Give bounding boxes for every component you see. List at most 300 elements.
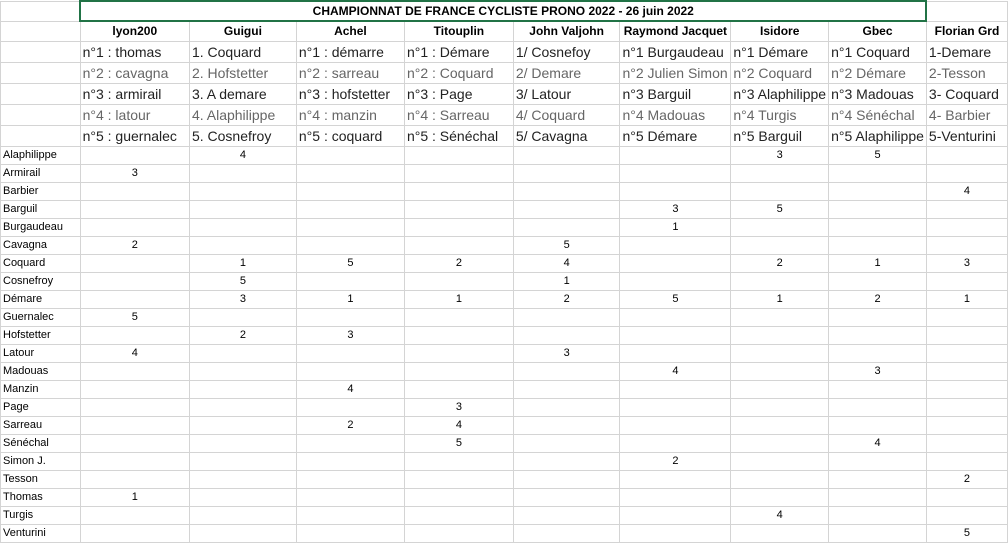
score-cell[interactable]: 5	[926, 524, 1007, 542]
sheet-title[interactable]: CHAMPIONNAT DE FRANCE CYCLISTE PRONO 2022 - 26 juin 2022	[80, 1, 926, 21]
prono-cell[interactable]: 2. Hofstetter	[189, 62, 296, 83]
prono-cell[interactable]: 4. Alaphilippe	[189, 104, 296, 125]
score-cell[interactable]	[620, 182, 731, 200]
score-cell[interactable]: 3	[80, 164, 189, 182]
rider-row	[1, 488, 1008, 506]
score-cell[interactable]	[620, 236, 731, 254]
score-cell[interactable]	[80, 524, 189, 542]
score-cell[interactable]	[926, 506, 1007, 524]
rider-name-cell[interactable]: Sarreau	[1, 416, 81, 434]
score-cell[interactable]	[731, 362, 829, 380]
score-cell[interactable]	[926, 218, 1007, 236]
score-cell[interactable]: 4	[513, 254, 620, 272]
rider-name-cell[interactable]: Thomas	[1, 488, 81, 506]
score-cell[interactable]	[80, 380, 189, 398]
prono-cell[interactable]: n°4 Turgis	[731, 104, 829, 125]
score-cell[interactable]	[620, 146, 731, 164]
score-cell[interactable]	[926, 146, 1007, 164]
score-cell[interactable]	[189, 218, 296, 236]
score-cell[interactable]	[80, 254, 189, 272]
prono-cell[interactable]: n°2 Julien Simon	[620, 62, 731, 83]
score-cell[interactable]: 2	[189, 326, 296, 344]
score-cell[interactable]	[296, 434, 404, 452]
score-cell[interactable]	[829, 200, 927, 218]
score-cell[interactable]: 1	[80, 488, 189, 506]
score-cell[interactable]	[620, 488, 731, 506]
rider-name-cell[interactable]: Page	[1, 398, 81, 416]
score-cell[interactable]: 1	[926, 290, 1007, 308]
score-cell[interactable]	[620, 164, 731, 182]
score-cell[interactable]	[296, 218, 404, 236]
score-cell[interactable]	[829, 398, 927, 416]
prono-cell[interactable]: n°4 : Sarreau	[404, 104, 513, 125]
score-cell[interactable]	[404, 380, 513, 398]
score-cell[interactable]	[80, 218, 189, 236]
prono-cell[interactable]: 4- Barbier	[926, 104, 1007, 125]
score-cell[interactable]: 4	[829, 434, 927, 452]
score-cell[interactable]	[513, 398, 620, 416]
rider-row	[1, 452, 1008, 470]
player-name-cell[interactable]: John Valjohn	[513, 21, 620, 41]
prono-cell[interactable]: n°1 : thomas	[80, 41, 189, 62]
score-cell[interactable]	[829, 218, 927, 236]
score-cell[interactable]: 3	[620, 200, 731, 218]
score-cell[interactable]: 1	[829, 254, 927, 272]
rider-row	[1, 290, 1008, 308]
prono-cell[interactable]: n°5 Démare	[620, 125, 731, 146]
score-cell[interactable]	[80, 434, 189, 452]
score-cell[interactable]	[731, 218, 829, 236]
score-cell[interactable]	[731, 380, 829, 398]
score-cell[interactable]	[731, 398, 829, 416]
score-cell[interactable]	[296, 308, 404, 326]
prono-cell[interactable]: n°2 : cavagna	[80, 62, 189, 83]
score-cell[interactable]	[926, 434, 1007, 452]
rider-row	[1, 308, 1008, 326]
score-cell[interactable]	[731, 452, 829, 470]
score-cell[interactable]	[404, 218, 513, 236]
rider-name-cell[interactable]: Sénéchal	[1, 434, 81, 452]
score-cell[interactable]	[513, 416, 620, 434]
score-cell[interactable]	[620, 344, 731, 362]
score-cell[interactable]	[296, 524, 404, 542]
prono-cell[interactable]: 3- Coquard	[926, 83, 1007, 104]
score-cell[interactable]: 4	[731, 506, 829, 524]
score-cell[interactable]: 5	[731, 200, 829, 218]
score-cell[interactable]	[296, 146, 404, 164]
prono-cell[interactable]: n°3 : hofstetter	[296, 83, 404, 104]
score-cell[interactable]: 3	[189, 290, 296, 308]
score-cell[interactable]	[296, 164, 404, 182]
score-cell[interactable]: 3	[731, 146, 829, 164]
score-cell[interactable]	[404, 146, 513, 164]
score-cell[interactable]	[620, 272, 731, 290]
score-cell[interactable]	[404, 272, 513, 290]
prono-cell[interactable]: n°4 : manzin	[296, 104, 404, 125]
score-cell[interactable]: 3	[404, 398, 513, 416]
rider-name-cell[interactable]: Hofstetter	[1, 326, 81, 344]
score-cell[interactable]	[80, 452, 189, 470]
prono-cell[interactable]: 1/ Cosnefoy	[513, 41, 620, 62]
score-cell[interactable]	[189, 452, 296, 470]
player-name-cell[interactable]: Gbec	[829, 21, 927, 41]
score-cell[interactable]: 2	[513, 290, 620, 308]
score-cell[interactable]	[731, 470, 829, 488]
prono-cell[interactable]: n°1 : Démare	[404, 41, 513, 62]
player-header-row	[1, 21, 1008, 41]
cell[interactable]	[926, 1, 1007, 21]
prono-cell[interactable]: 1-Demare	[926, 41, 1007, 62]
score-cell[interactable]: 5	[80, 308, 189, 326]
score-cell[interactable]	[926, 164, 1007, 182]
rider-name-cell[interactable]: Cosnefroy	[1, 272, 81, 290]
prono-cell[interactable]: n°5 : Sénéchal	[404, 125, 513, 146]
score-cell[interactable]	[404, 506, 513, 524]
score-cell[interactable]	[189, 236, 296, 254]
score-cell[interactable]	[620, 308, 731, 326]
score-cell[interactable]: 1	[620, 218, 731, 236]
score-cell[interactable]	[80, 326, 189, 344]
score-cell[interactable]	[189, 380, 296, 398]
prono-row	[1, 125, 1008, 146]
score-cell[interactable]	[731, 488, 829, 506]
score-cell[interactable]: 5	[513, 236, 620, 254]
prono-cell[interactable]: n°1 : démarre	[296, 41, 404, 62]
score-cell[interactable]	[404, 308, 513, 326]
rider-row	[1, 182, 1008, 200]
score-cell[interactable]	[926, 272, 1007, 290]
score-cell[interactable]	[296, 398, 404, 416]
score-cell[interactable]	[620, 524, 731, 542]
score-cell[interactable]	[404, 452, 513, 470]
score-cell[interactable]	[189, 488, 296, 506]
prono-cell[interactable]: n°2 Coquard	[731, 62, 829, 83]
score-cell[interactable]	[189, 308, 296, 326]
player-name-cell[interactable]: Guigui	[189, 21, 296, 41]
prono-row	[1, 62, 1008, 83]
score-cell[interactable]	[620, 326, 731, 344]
rider-name-cell[interactable]: Burgaudeau	[1, 218, 81, 236]
score-cell[interactable]: 4	[296, 380, 404, 398]
score-cell[interactable]: 1	[731, 290, 829, 308]
prono-cell[interactable]: n°3 : armirail	[80, 83, 189, 104]
prono-row	[1, 104, 1008, 125]
cell[interactable]	[1, 83, 81, 104]
rider-name-cell[interactable]: Démare	[1, 290, 81, 308]
score-cell[interactable]	[731, 308, 829, 326]
score-cell[interactable]	[189, 344, 296, 362]
score-cell[interactable]	[513, 182, 620, 200]
score-cell[interactable]: 1	[296, 290, 404, 308]
score-cell[interactable]	[513, 434, 620, 452]
rider-name-cell[interactable]: Turgis	[1, 506, 81, 524]
score-cell[interactable]	[829, 308, 927, 326]
prono-cell[interactable]: n°5 Alaphilippe	[829, 125, 927, 146]
rider-name-cell[interactable]: Alaphilippe	[1, 146, 81, 164]
cell[interactable]	[1, 125, 81, 146]
score-cell[interactable]	[829, 506, 927, 524]
score-cell[interactable]	[80, 362, 189, 380]
rider-name-cell[interactable]: Latour	[1, 344, 81, 362]
score-cell[interactable]	[80, 200, 189, 218]
prono-cell[interactable]: 1. Coquard	[189, 41, 296, 62]
rider-name-cell[interactable]: Cavagna	[1, 236, 81, 254]
score-cell[interactable]	[80, 506, 189, 524]
score-cell[interactable]	[189, 524, 296, 542]
score-cell[interactable]	[620, 416, 731, 434]
rider-row	[1, 200, 1008, 218]
player-name-cell[interactable]: Raymond Jacquet	[620, 21, 731, 41]
prono-cell[interactable]: n°1 Burgaudeau	[620, 41, 731, 62]
score-cell[interactable]	[189, 362, 296, 380]
score-cell[interactable]	[926, 416, 1007, 434]
rider-name-cell[interactable]: Barguil	[1, 200, 81, 218]
prono-cell[interactable]: n°2 : sarreau	[296, 62, 404, 83]
score-cell[interactable]: 3	[829, 362, 927, 380]
score-cell[interactable]	[296, 182, 404, 200]
score-cell[interactable]	[404, 200, 513, 218]
score-cell[interactable]	[829, 470, 927, 488]
score-cell[interactable]	[189, 398, 296, 416]
score-cell[interactable]: 2	[926, 470, 1007, 488]
score-cell[interactable]	[513, 488, 620, 506]
score-cell[interactable]	[404, 362, 513, 380]
score-cell[interactable]	[829, 236, 927, 254]
score-cell[interactable]	[620, 434, 731, 452]
player-name-cell[interactable]: Florian Grd	[926, 21, 1007, 41]
player-name-cell[interactable]: Isidore	[731, 21, 829, 41]
score-cell[interactable]: 1	[404, 290, 513, 308]
score-cell[interactable]	[926, 398, 1007, 416]
score-cell[interactable]	[731, 344, 829, 362]
score-cell[interactable]: 5	[189, 272, 296, 290]
score-cell[interactable]: 3	[513, 344, 620, 362]
score-cell[interactable]	[829, 344, 927, 362]
score-cell[interactable]	[296, 200, 404, 218]
score-cell[interactable]: 3	[296, 326, 404, 344]
score-cell[interactable]	[296, 488, 404, 506]
rider-name-cell[interactable]: Coquard	[1, 254, 81, 272]
score-cell[interactable]: 2	[731, 254, 829, 272]
score-cell[interactable]	[513, 470, 620, 488]
score-cell[interactable]	[926, 236, 1007, 254]
score-cell[interactable]	[731, 434, 829, 452]
score-cell[interactable]: 1	[513, 272, 620, 290]
score-cell[interactable]	[829, 380, 927, 398]
score-cell[interactable]	[296, 506, 404, 524]
score-cell[interactable]	[620, 254, 731, 272]
rider-name-cell[interactable]: Simon J.	[1, 452, 81, 470]
score-cell[interactable]: 5	[829, 146, 927, 164]
score-cell[interactable]: 5	[296, 254, 404, 272]
score-cell[interactable]	[513, 218, 620, 236]
prono-cell[interactable]: n°5 : guernalec	[80, 125, 189, 146]
score-cell[interactable]: 2	[829, 290, 927, 308]
score-cell[interactable]	[926, 326, 1007, 344]
score-cell[interactable]	[829, 326, 927, 344]
rider-row	[1, 416, 1008, 434]
score-cell[interactable]	[731, 182, 829, 200]
player-name-cell[interactable]: Titouplin	[404, 21, 513, 41]
cell[interactable]	[1, 62, 81, 83]
prono-cell[interactable]: n°4 : latour	[80, 104, 189, 125]
score-cell[interactable]	[926, 200, 1007, 218]
score-cell[interactable]: 4	[926, 182, 1007, 200]
prono-cell[interactable]: n°1 Coquard	[829, 41, 927, 62]
score-cell[interactable]	[620, 398, 731, 416]
prono-cell[interactable]: 4/ Coquard	[513, 104, 620, 125]
score-cell[interactable]	[296, 452, 404, 470]
score-cell[interactable]	[731, 326, 829, 344]
score-cell[interactable]	[926, 308, 1007, 326]
score-cell[interactable]	[513, 524, 620, 542]
score-cell[interactable]: 1	[189, 254, 296, 272]
prono-cell[interactable]: 3/ Latour	[513, 83, 620, 104]
score-cell[interactable]: 2	[620, 452, 731, 470]
prono-cell[interactable]: n°5 : coquard	[296, 125, 404, 146]
score-cell[interactable]	[189, 506, 296, 524]
score-cell[interactable]	[296, 344, 404, 362]
prono-cell[interactable]: n°4 Madouas	[620, 104, 731, 125]
score-cell[interactable]: 2	[404, 254, 513, 272]
score-cell[interactable]	[404, 344, 513, 362]
score-cell[interactable]	[829, 164, 927, 182]
rider-name-cell[interactable]: Venturini	[1, 524, 81, 542]
score-cell[interactable]	[404, 470, 513, 488]
score-cell[interactable]: 2	[296, 416, 404, 434]
score-cell[interactable]	[296, 470, 404, 488]
score-cell[interactable]	[513, 308, 620, 326]
score-cell[interactable]	[189, 470, 296, 488]
rider-name-cell[interactable]: Manzin	[1, 380, 81, 398]
score-cell[interactable]	[296, 362, 404, 380]
score-cell[interactable]	[80, 290, 189, 308]
rider-name-cell[interactable]: Barbier	[1, 182, 81, 200]
rider-row	[1, 434, 1008, 452]
prono-cell[interactable]: n°4 Sénéchal	[829, 104, 927, 125]
score-cell[interactable]	[404, 524, 513, 542]
prono-cell[interactable]: 5-Venturini	[926, 125, 1007, 146]
prono-cell[interactable]: n°1 Démare	[731, 41, 829, 62]
score-cell[interactable]: 4	[189, 146, 296, 164]
score-cell[interactable]	[404, 164, 513, 182]
score-cell[interactable]	[620, 506, 731, 524]
score-cell[interactable]	[404, 182, 513, 200]
score-cell[interactable]	[513, 326, 620, 344]
score-cell[interactable]	[829, 182, 927, 200]
score-cell[interactable]: 2	[80, 236, 189, 254]
score-cell[interactable]	[513, 164, 620, 182]
score-cell[interactable]	[189, 182, 296, 200]
score-cell[interactable]	[80, 416, 189, 434]
score-cell[interactable]	[80, 272, 189, 290]
score-cell[interactable]	[513, 380, 620, 398]
prono-cell[interactable]: 2/ Demare	[513, 62, 620, 83]
prono-cell[interactable]: n°3 Barguil	[620, 83, 731, 104]
score-cell[interactable]	[189, 164, 296, 182]
score-cell[interactable]	[926, 344, 1007, 362]
cell[interactable]	[1, 1, 81, 21]
cell[interactable]	[1, 41, 81, 62]
cell[interactable]	[1, 104, 81, 125]
prono-cell[interactable]: n°2 Démare	[829, 62, 927, 83]
score-cell[interactable]	[926, 452, 1007, 470]
rider-row	[1, 506, 1008, 524]
prono-cell[interactable]: 2-Tesson	[926, 62, 1007, 83]
prono-cell[interactable]: 3. A demare	[189, 83, 296, 104]
score-cell[interactable]	[296, 236, 404, 254]
score-cell[interactable]	[829, 452, 927, 470]
prono-cell[interactable]: n°5 Barguil	[731, 125, 829, 146]
player-name-cell[interactable]: lyon200	[80, 21, 189, 41]
score-cell[interactable]	[829, 416, 927, 434]
rider-row	[1, 218, 1008, 236]
prono-cell[interactable]: n°2 : Coquard	[404, 62, 513, 83]
score-cell[interactable]	[80, 146, 189, 164]
score-cell[interactable]	[513, 506, 620, 524]
score-cell[interactable]	[513, 362, 620, 380]
rider-name-cell[interactable]: Madouas	[1, 362, 81, 380]
score-cell[interactable]	[513, 146, 620, 164]
score-cell[interactable]	[926, 362, 1007, 380]
score-cell[interactable]	[926, 380, 1007, 398]
score-cell[interactable]	[926, 488, 1007, 506]
prono-cell[interactable]: 5. Cosnefroy	[189, 125, 296, 146]
rider-name-cell[interactable]: Armirail	[1, 164, 81, 182]
prono-cell[interactable]: n°3 : Page	[404, 83, 513, 104]
rider-row	[1, 524, 1008, 542]
score-cell[interactable]	[829, 488, 927, 506]
score-cell[interactable]: 5	[404, 434, 513, 452]
prono-cell[interactable]: n°3 Alaphilippe	[731, 83, 829, 104]
score-cell[interactable]	[620, 470, 731, 488]
score-cell[interactable]	[80, 470, 189, 488]
score-cell[interactable]: 4	[404, 416, 513, 434]
score-cell[interactable]	[189, 434, 296, 452]
score-cell[interactable]	[80, 398, 189, 416]
score-cell[interactable]: 4	[620, 362, 731, 380]
score-cell[interactable]	[620, 380, 731, 398]
score-cell[interactable]	[731, 524, 829, 542]
score-cell[interactable]: 4	[80, 344, 189, 362]
score-cell[interactable]	[731, 164, 829, 182]
score-cell[interactable]: 5	[620, 290, 731, 308]
score-cell[interactable]	[731, 272, 829, 290]
score-cell[interactable]	[829, 524, 927, 542]
score-cell[interactable]	[404, 326, 513, 344]
score-cell[interactable]	[189, 200, 296, 218]
score-cell[interactable]	[731, 236, 829, 254]
score-cell[interactable]	[189, 416, 296, 434]
score-cell[interactable]	[404, 236, 513, 254]
score-cell[interactable]	[296, 272, 404, 290]
prono-cell[interactable]: 5/ Cavagna	[513, 125, 620, 146]
score-cell[interactable]	[404, 488, 513, 506]
rider-name-cell[interactable]: Tesson	[1, 470, 81, 488]
rider-row	[1, 470, 1008, 488]
score-cell[interactable]	[731, 416, 829, 434]
prono-cell[interactable]: n°3 Madouas	[829, 83, 927, 104]
score-cell[interactable]	[829, 272, 927, 290]
rider-name-cell[interactable]: Guernalec	[1, 308, 81, 326]
cell[interactable]	[1, 21, 81, 41]
player-name-cell[interactable]: Achel	[296, 21, 404, 41]
score-cell[interactable]	[513, 200, 620, 218]
score-cell[interactable]	[513, 452, 620, 470]
prono-row	[1, 83, 1008, 104]
score-cell[interactable]: 3	[926, 254, 1007, 272]
score-cell[interactable]	[80, 182, 189, 200]
